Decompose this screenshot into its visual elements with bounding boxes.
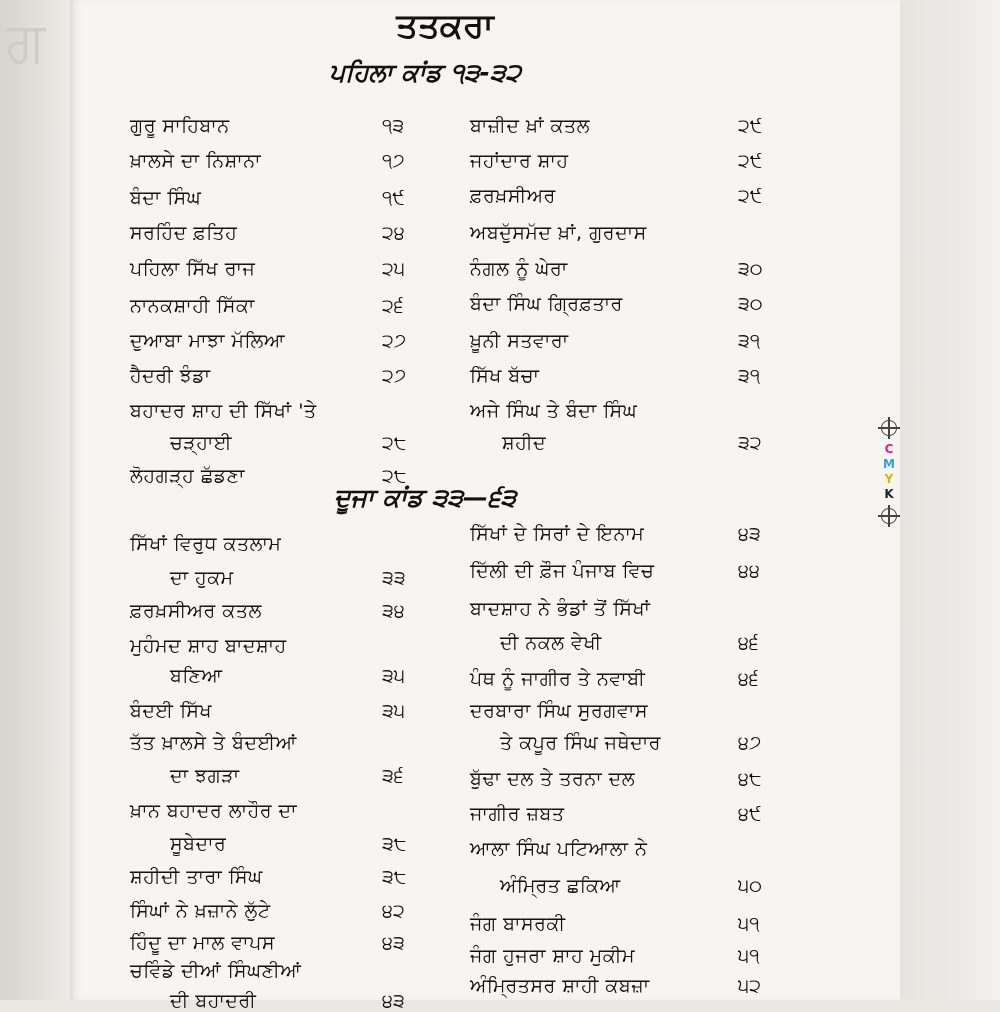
contents-entry: ਅਬਦੁੱਸਮੱਦ ਖ਼ਾਂ, ਗੁਰਦਾਸ — [470, 222, 647, 244]
contents-entry: ਖ਼ਾਨ ਬਹਾਦਰ ਲਾਹੌਰ ਦਾ — [130, 800, 298, 822]
entry-page-number: ੪੮ — [738, 768, 762, 790]
contents-entry: ਬੰਦਾ ਸਿੰਘ — [130, 187, 202, 209]
part-one-heading: ਪਹਿਲਾ ਕਾਂਡ ੧੩-੩੨ — [329, 58, 521, 87]
contents-entry: ਸ਼ਹੀਦ — [502, 432, 547, 454]
entry-page-number: ੩੩ — [382, 567, 406, 589]
entry-page-number: ੩੧ — [738, 365, 761, 387]
entry-page-number: ੪੬ — [738, 632, 759, 654]
entry-page-number: ੫੧ — [738, 913, 760, 935]
entry-page-number: ੨੯ — [738, 185, 763, 207]
contents-entry: ਬੰਦਈ ਸਿੱਖ — [130, 700, 212, 722]
entry-page-number: ੨੬ — [382, 295, 404, 317]
contents-entry: ਨਾਨਕਸ਼ਾਹੀ ਸਿੱਕਾ — [130, 295, 255, 317]
next-page-edge — [900, 0, 1000, 1000]
entry-page-number: ੪੨ — [382, 900, 405, 922]
page-title: ਤਤਕਰਾ — [396, 6, 494, 46]
contents-entry: ਬੁੱਢਾ ਦਲ ਤੇ ਤਰਨਾ ਦਲ — [470, 768, 636, 790]
entry-page-number: ੩੨ — [738, 432, 762, 454]
contents-entry: ਖ਼ਾਲਸੇ ਦਾ ਨਿਸ਼ਾਨਾ — [130, 150, 261, 172]
entry-page-number: ੪੩ — [382, 990, 405, 1012]
contents-entry: ਪਹਿਲਾ ਸਿੱਖ ਰਾਜ — [130, 258, 256, 280]
entry-page-number: ੨੫ — [382, 258, 406, 280]
contents-entry: ਗੁਰੂ ਸਾਹਿਬਾਨ — [130, 115, 230, 137]
entry-page-number: ੧੭ — [382, 150, 405, 172]
entry-page-number: ੩੫ — [382, 700, 406, 722]
entry-page-number: ੨੮ — [382, 465, 407, 487]
contents-entry: ਬਹਾਦਰ ਸ਼ਾਹ ਦੀ ਸਿੱਖਾਂ 'ਤੇ — [130, 400, 317, 422]
contents-entry: ਚੜ੍ਹਾਈ — [170, 432, 232, 454]
contents-entry: ਜੰਗ ਹੁਜਰਾ ਸ਼ਾਹ ਮੁਕੀਮ — [470, 945, 635, 967]
contents-entry: ਪੰਥ ਨੂੰ ਜਾਗੀਰ ਤੇ ਨਵਾਬੀ — [470, 668, 646, 690]
entry-page-number: ੫੦ — [738, 875, 762, 897]
entry-page-number: ੪੩ — [382, 932, 405, 954]
entry-page-number: ੫੧ — [738, 945, 760, 967]
contents-entry: ਬੰਦਾ ਸਿੰਘ ਗ੍ਰਿਫ਼ਤਾਰ — [470, 293, 623, 315]
contents-entry: ਦਰਬਾਰਾ ਸਿੰਘ ਸੁਰਗਵਾਸ — [470, 700, 648, 722]
entry-page-number: ੨੯ — [738, 150, 763, 172]
contents-entry: ਸਿੰਘਾਂ ਨੇ ਖ਼ਜ਼ਾਨੇ ਲੁੱਟੇ — [130, 900, 271, 922]
printer-marks — [878, 420, 900, 580]
contents-entry: ਖ਼ੂਨੀ ਸਤਵਾਰਾ — [470, 330, 569, 352]
entry-page-number: ੪੪ — [738, 560, 760, 582]
contents-entry: ਦੀ ਬਹਾਦਰੀ — [170, 990, 257, 1012]
contents-entry: ਬਾਜ਼ੀਦ ਖ਼ਾਂ ਕਤਲ — [470, 115, 590, 137]
cmyk-letter: C — [884, 442, 894, 456]
contents-entry: ਲੋਹਗੜ੍ਹ ਛੱਡਣਾ — [130, 465, 245, 487]
contents-entry: ਦਿੱਲੀ ਦੀ ਫ਼ੌਜ ਪੰਜਾਬ ਵਿਚ — [470, 560, 655, 582]
entry-page-number: ੫੨ — [738, 975, 762, 997]
contents-entry: ਤੱਤ ਖ਼ਾਲਸੇ ਤੇ ਬੰਦਈਆਂ — [130, 732, 297, 754]
contents-entry: ਸ਼ਹੀਦੀ ਤਾਰਾ ਸਿੰਘ — [130, 866, 263, 888]
registration-mark-icon — [881, 508, 897, 524]
entry-page-number: ੨੯ — [738, 115, 763, 137]
contents-entry: ਸੂਬੇਦਾਰ — [170, 833, 227, 855]
contents-entry: ਹਿੰਦੂ ਦਾ ਮਾਲ ਵਾਪਸ — [130, 932, 276, 954]
contents-entry: ਜੰਗ ਬਾਸਰਕੀ — [470, 913, 566, 935]
contents-entry: ਅਜੇ ਸਿੰਘ ਤੇ ਬੰਦਾ ਸਿੰਘ — [470, 400, 638, 422]
entry-page-number: ੨੮ — [382, 432, 407, 454]
entry-page-number: ੨੪ — [382, 222, 405, 244]
contents-page — [70, 0, 900, 1012]
entry-page-number: ੩੪ — [382, 600, 405, 622]
contents-entry: ਦਾ ਝਗੜਾ — [170, 765, 240, 787]
cmyk-color-bar — [883, 442, 895, 502]
cmyk-letter: K — [884, 487, 894, 501]
entry-page-number: ੪੬ — [738, 668, 759, 690]
contents-entry: ਆਲਾ ਸਿੰਘ ਪਟਿਆਲਾ ਨੇ — [470, 838, 648, 860]
entry-page-number: ੩੧ — [738, 330, 761, 352]
entry-page-number: ੪੭ — [738, 732, 762, 754]
entry-page-number: ੨੭ — [382, 365, 407, 387]
contents-entry: ਨੰਗਲ ਨੂੰ ਘੇਰਾ — [470, 258, 568, 280]
contents-entry: ਤੇ ਕਪੂਰ ਸਿੰਘ ਜਥੇਦਾਰ — [500, 732, 661, 754]
contents-entry: ਦੁਆਬਾ ਮਾਝਾ ਮੱਲਿਆ — [130, 330, 286, 352]
cmyk-letter: Y — [884, 472, 894, 486]
contents-entry: ਫ਼ਰਖ਼ਸੀਅਰ — [470, 185, 556, 207]
contents-entry: ਬਣਿਆ — [170, 665, 223, 687]
contents-entry: ਦੀ ਨਕਲ ਵੇਖੀ — [500, 632, 602, 654]
entry-page-number: ੩੫ — [382, 665, 406, 687]
entry-page-number: ੨੭ — [382, 330, 407, 352]
contents-entry: ਫ਼ਰਖ਼ਸੀਅਰ ਕਤਲ — [130, 600, 262, 622]
contents-entry: ਸਿੱਖਾਂ ਵਿਰੁਧ ਕਤਲਾਮ — [130, 533, 282, 555]
contents-entry: ਅੰਮ੍ਰਿਤ ਛਕਿਆ — [500, 875, 621, 897]
part-two-heading: ਦੂਜਾ ਕਾਂਡ ੩੩—੬੩ — [333, 483, 517, 512]
entry-page-number: ੩੦ — [738, 258, 763, 280]
contents-entry: ਹੈਦਰੀ ਝੰਡਾ — [130, 365, 211, 387]
cmyk-letter: M — [883, 457, 895, 471]
entry-page-number: ੧੯ — [382, 187, 405, 209]
entry-page-number: ੪੯ — [738, 803, 762, 825]
entry-page-number: ੪੩ — [738, 523, 761, 545]
contents-entry: ਬਾਦਸ਼ਾਹ ਨੇ ਭੰਡਾਂ ਤੋਂ ਸਿੱਖਾਂ — [470, 598, 651, 620]
contents-entry: ਮੁਹੰਮਦ ਸ਼ਾਹ ਬਾਦਸ਼ਾਹ — [130, 635, 287, 657]
entry-page-number: ੩੮ — [382, 833, 407, 855]
entry-page-number: ੩੬ — [382, 765, 404, 787]
previous-page-ghost-glyph: ਗ — [6, 10, 45, 75]
contents-entry: ਸਿੱਖ ਬੱਚਾ — [470, 365, 540, 387]
contents-entry: ਅੰਮ੍ਰਿਤਸਰ ਸ਼ਾਹੀ ਕਬਜ਼ਾ — [470, 975, 650, 997]
contents-entry: ਜਹਾਂਦਾਰ ਸ਼ਾਹ — [470, 150, 569, 172]
contents-entry: ਸਰਹਿੰਦ ਫ਼ਤਿਹ — [130, 222, 238, 244]
contents-entry: ਜਾਗੀਰ ਜ਼ਬਤ — [470, 803, 565, 825]
entry-page-number: ੩੦ — [738, 293, 763, 315]
contents-entry: ਸਿੱਖਾਂ ਦੇ ਸਿਰਾਂ ਦੇ ਇਨਾਮ — [470, 523, 645, 545]
contents-entry: ਚਵਿੰਡੇ ਦੀਆਂ ਸਿੰਘਣੀਆਂ — [130, 960, 302, 982]
entry-page-number: ੧੩ — [382, 115, 405, 137]
registration-mark-icon — [881, 420, 897, 436]
contents-entry: ਦਾ ਹੁਕਮ — [170, 567, 234, 589]
entry-page-number: ੩੮ — [382, 866, 407, 888]
